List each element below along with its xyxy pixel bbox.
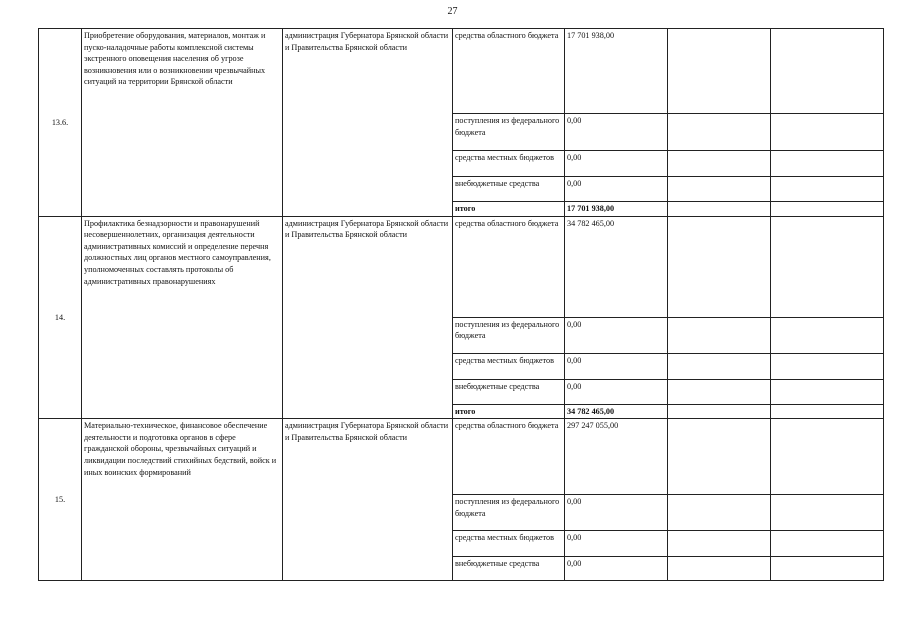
source-label: внебюджетные средства <box>453 177 565 202</box>
empty-cell <box>771 557 884 581</box>
executor: администрация Губернатора Брянской области и Правительства Брянской области <box>283 419 453 581</box>
empty-cell <box>771 177 884 202</box>
page-number: 27 <box>447 6 458 17</box>
empty-cell <box>771 379 884 404</box>
table-row <box>39 29 884 114</box>
amount-value: 34 782 465,00 <box>565 216 668 317</box>
amount-value: 0,00 <box>565 151 668 177</box>
source-label: внебюджетные средства <box>453 379 565 404</box>
source-label: поступления из федерального бюджета <box>453 495 565 531</box>
amount-value: 17 701 938,00 <box>565 29 668 114</box>
empty-cell <box>771 151 884 177</box>
empty-cell <box>668 419 771 495</box>
total-label: итого <box>453 202 565 217</box>
source-label: средства областного бюджета <box>453 216 565 317</box>
amount-value: 0,00 <box>565 379 668 404</box>
amount-value: 0,00 <box>565 353 668 379</box>
row-number: 13.6. <box>39 29 82 217</box>
source-label: внебюджетные средства <box>453 557 565 581</box>
empty-cell <box>771 29 884 114</box>
source-label: поступления из федерального бюджета <box>453 317 565 353</box>
source-label: средства областного бюджета <box>453 29 565 114</box>
empty-cell <box>771 317 884 353</box>
measure-name: Профилактика безнадзорности и правонарушений несовершеннолетних, организация деятельности административных комиссий и определение перечня должностных лиц органов местного самоуправления, уполномоченных составлять протоколы об административных правонарушениях <box>82 216 283 419</box>
measure-name: Приобретение оборудования, материалов, монтаж и пуско-наладочные работы комплексной системы экстренного оповещения населения об угрозе возникновения или о возникновении чрезвычайных ситуаций на территории Брянской области <box>82 29 283 217</box>
amount-value: 0,00 <box>565 177 668 202</box>
empty-cell <box>771 531 884 557</box>
empty-cell <box>771 216 884 317</box>
row-number: 14. <box>39 216 82 419</box>
empty-cell <box>668 353 771 379</box>
empty-cell <box>668 202 771 217</box>
source-label: средства областного бюджета <box>453 419 565 495</box>
empty-cell <box>668 29 771 114</box>
empty-cell <box>668 151 771 177</box>
empty-cell <box>668 114 771 151</box>
empty-cell <box>771 419 884 495</box>
amount-value: 297 247 055,00 <box>565 419 668 495</box>
empty-cell <box>668 177 771 202</box>
executor: администрация Губернатора Брянской области и Правительства Брянской области <box>283 216 453 419</box>
empty-cell <box>668 531 771 557</box>
measure-name: Материально-техническое, финансовое обеспечение деятельности и подготовка органов в сфере гражданской обороны, чрезвычайных ситуаций и ликвидации последствий стихийных бедствий, войск и иных воинских формирований <box>82 419 283 581</box>
amount-value: 0,00 <box>565 114 668 151</box>
empty-cell <box>668 216 771 317</box>
source-label: средства местных бюджетов <box>453 531 565 557</box>
empty-cell <box>771 202 884 217</box>
amount-value: 0,00 <box>565 317 668 353</box>
total-label: итого <box>453 404 565 419</box>
empty-cell <box>771 114 884 151</box>
budget-table <box>38 28 884 581</box>
amount-value: 0,00 <box>565 531 668 557</box>
empty-cell <box>771 404 884 419</box>
amount-value: 0,00 <box>565 557 668 581</box>
table-row <box>39 216 884 317</box>
executor: администрация Губернатора Брянской области и Правительства Брянской области <box>283 29 453 217</box>
empty-cell <box>668 495 771 531</box>
empty-cell <box>771 353 884 379</box>
empty-cell <box>668 404 771 419</box>
empty-cell <box>668 317 771 353</box>
source-label: средства местных бюджетов <box>453 151 565 177</box>
total-value: 17 701 938,00 <box>565 202 668 217</box>
empty-cell <box>771 495 884 531</box>
empty-cell <box>668 379 771 404</box>
source-label: средства местных бюджетов <box>453 353 565 379</box>
table-row <box>39 419 884 495</box>
row-number: 15. <box>39 419 82 581</box>
source-label: поступления из федерального бюджета <box>453 114 565 151</box>
total-value: 34 782 465,00 <box>565 404 668 419</box>
empty-cell <box>668 557 771 581</box>
amount-value: 0,00 <box>565 495 668 531</box>
